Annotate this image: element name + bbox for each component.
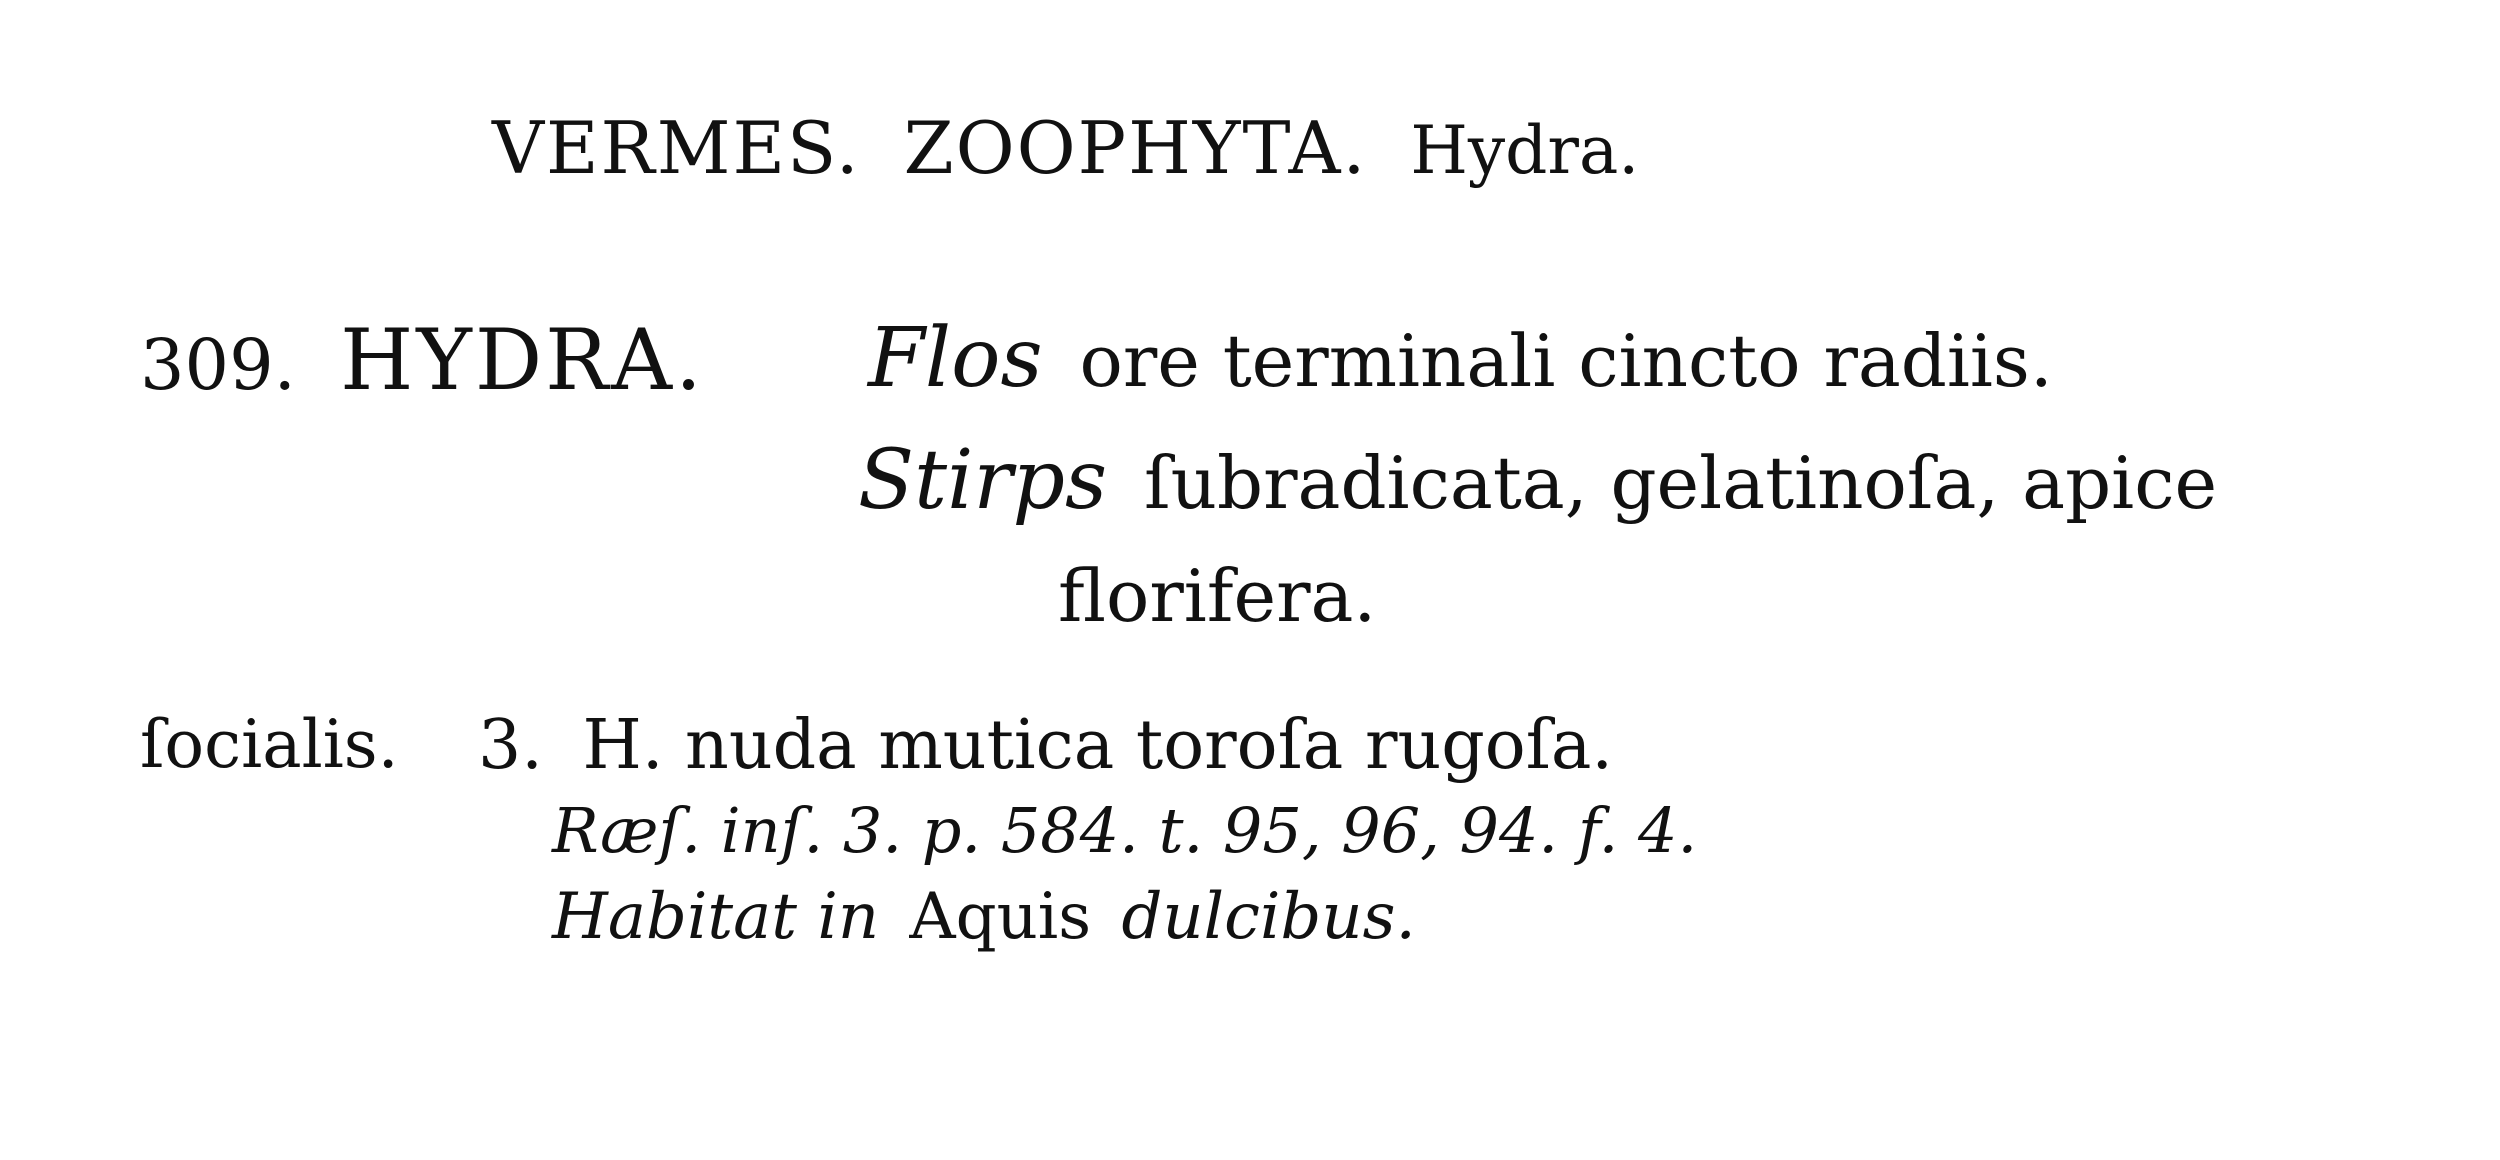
habitat-label: Habitat in — [552, 880, 880, 954]
genus-flos-line — [868, 311, 2053, 406]
stirps-label: Stirps — [858, 433, 1108, 528]
stirps-continuation: florifera. — [1058, 554, 1377, 638]
running-header — [492, 106, 1640, 190]
flos-text: ore terminali cincto radiis. — [1079, 319, 2053, 403]
species-reference: Ræſ. inſ. 3. p. 584. t. 95, 96, 94. f. 4. — [552, 794, 1698, 867]
genus-stirps-line — [858, 433, 2218, 528]
genus-number: 309. — [140, 324, 296, 406]
species-diagnosis-line — [478, 706, 1614, 785]
genus-heading — [140, 311, 705, 409]
genus-stirps-continuation — [1058, 554, 1377, 638]
habitat-adjective: dulcibus. — [1121, 880, 1416, 954]
stirps-text: ſubradicata, gelatinoſa, apice — [1144, 441, 2218, 525]
species-diagnosis: H. nuda mutica toroſa rugoſa. — [582, 706, 1614, 785]
header-class: VERMES. — [492, 106, 861, 190]
habitat-place: Aquis — [909, 880, 1092, 954]
header-order: ZOOPHYTA. — [903, 106, 1368, 190]
species-habitat — [552, 880, 1416, 954]
header-genus: Hydra. — [1410, 112, 1640, 189]
genus-name: HYDRA. — [340, 311, 705, 409]
flos-label: Flos — [868, 311, 1043, 406]
species-trivial-name: ſocialis. — [140, 706, 399, 783]
species-number: 3. — [478, 706, 543, 785]
